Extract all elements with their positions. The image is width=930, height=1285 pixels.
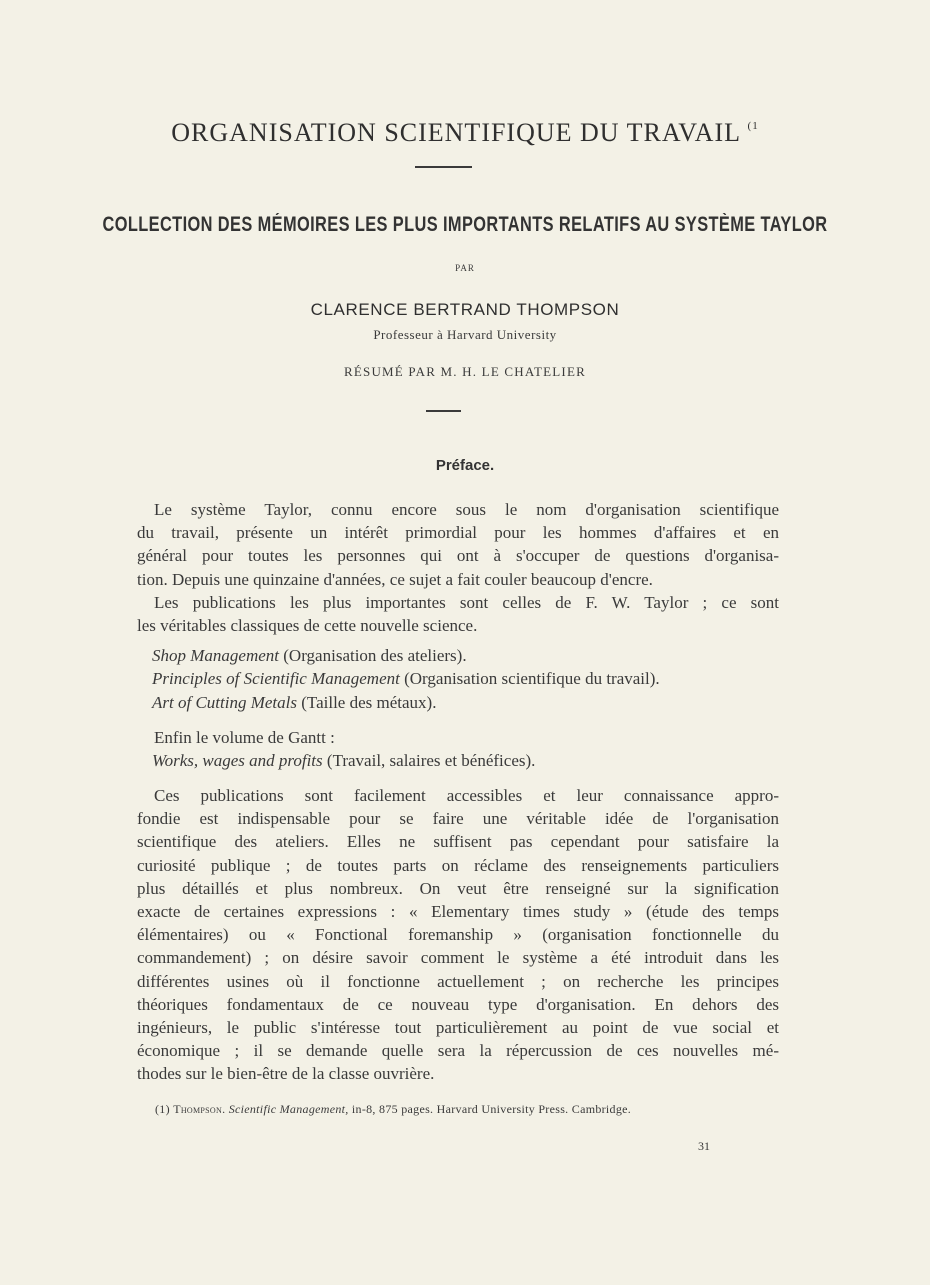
text-line: Le système Taylor, connu encore sous le nom d'organisation scientifique [154, 500, 779, 519]
section-heading: Préface. [435, 457, 495, 474]
work-desc: (Taille des métaux). [301, 692, 437, 712]
page-title: ORGANISATION SCIENTIFIQUE DU TRAVAIL $^{(1}$ [171, 118, 759, 147]
author-name: CLARENCE BERTRAND THOMPSON [310, 300, 620, 319]
text-line: thodes sur le bien-être de la classe ouvrière. [137, 1064, 435, 1084]
title-footnote-marker: (1 [747, 120, 759, 132]
text-line: plus détaillés et plus nombreux. On veut être renseigné sur la signification [137, 878, 779, 898]
text-line: général pour toutes les personnes qui ont à s'occuper de questions d'organisa- [137, 546, 779, 566]
work-item [137, 749, 779, 772]
text-line: Les publications les plus importantes sont celles de F. W. Taylor ; ce sont [154, 592, 779, 612]
subtitle: COLLECTION DES MÉMOIRES LES PLUS IMPORTANTS RELATIFS AU SYSTÈME TAYLOR [102, 213, 828, 236]
text-line: scientifique des ateliers. Elles ne suffisent pas cependant pour satisfaire la [137, 832, 779, 852]
text-line: les véritables classiques de cette nouvelle science. [137, 615, 478, 635]
author-affiliation: Professeur à Harvard University [373, 327, 557, 342]
text-line: fondie est indispensable pour se faire une véritable idée de l'organisation [137, 809, 779, 829]
work-item [137, 691, 779, 714]
footnote [155, 1102, 631, 1117]
footnote-details: in-8, 875 pages. Harvard University Press. Cambridge. [351, 1102, 632, 1116]
section-rule [426, 410, 461, 412]
work-desc: (Organisation scientifique du travail). [404, 669, 660, 689]
text-line: ingénieurs, le public s'intéresse tout particulièrement au point de vue social et [137, 1017, 779, 1037]
work-title: Shop Management [152, 646, 280, 666]
text-line: curiosité publique ; de toutes parts on réclame des renseignements particuliers [137, 855, 779, 875]
text-line: Ces publications sont facilement accessibles et leur connaissance appro- [154, 786, 779, 806]
text-line: théoriques fondamentaux de ce nouveau type d'organisation. En dehors des [137, 994, 779, 1014]
work-item [137, 644, 779, 667]
text-line: élémentaires) ou « Fonctional foremanship » (organisation fonctionnelle du [137, 925, 779, 945]
work-desc: (Organisation des ateliers). [283, 646, 467, 666]
page-number: 31 [698, 1139, 710, 1153]
text-line: Enfin le volume de Gantt : [154, 727, 335, 747]
work-title: Works, wages and profits [152, 750, 323, 770]
title-rule [415, 166, 472, 168]
footnote-title: Scientific Management, [228, 1102, 349, 1116]
body-text [137, 498, 779, 1086]
text-line: commandement) ; on désire savoir comment le système a été introduit dans les [137, 948, 779, 968]
work-item [137, 667, 779, 690]
summary-credit: RÉSUMÉ PAR M. H. LE CHATELIER [344, 364, 586, 379]
footnote-marker: (1) [155, 1102, 170, 1116]
text-line: exacte de certaines expressions : « Elementary times study » (étude des temps [137, 902, 779, 921]
text-line: tion. Depuis une quinzaine d'années, ce sujet a fait couler beaucoup d'encre. [137, 569, 653, 589]
work-desc: (Travail, salaires et bénéfices). [326, 750, 536, 770]
text-line: du travail, présente un intérêt primordial pour les hommes d'affaires et en [137, 523, 779, 543]
text-line: économique ; il se demande quelle sera la répercussion de ces nouvelles mé- [137, 1041, 779, 1061]
work-title: Art of Cutting Metals [152, 692, 297, 712]
work-title: Principles of Scientific Management [152, 669, 400, 689]
text-line: différentes usines où il fonctionne actuellement ; on recherche les principes [137, 971, 779, 991]
par-label: PAR [455, 263, 475, 273]
footnote-author: Thompson. [173, 1102, 226, 1116]
